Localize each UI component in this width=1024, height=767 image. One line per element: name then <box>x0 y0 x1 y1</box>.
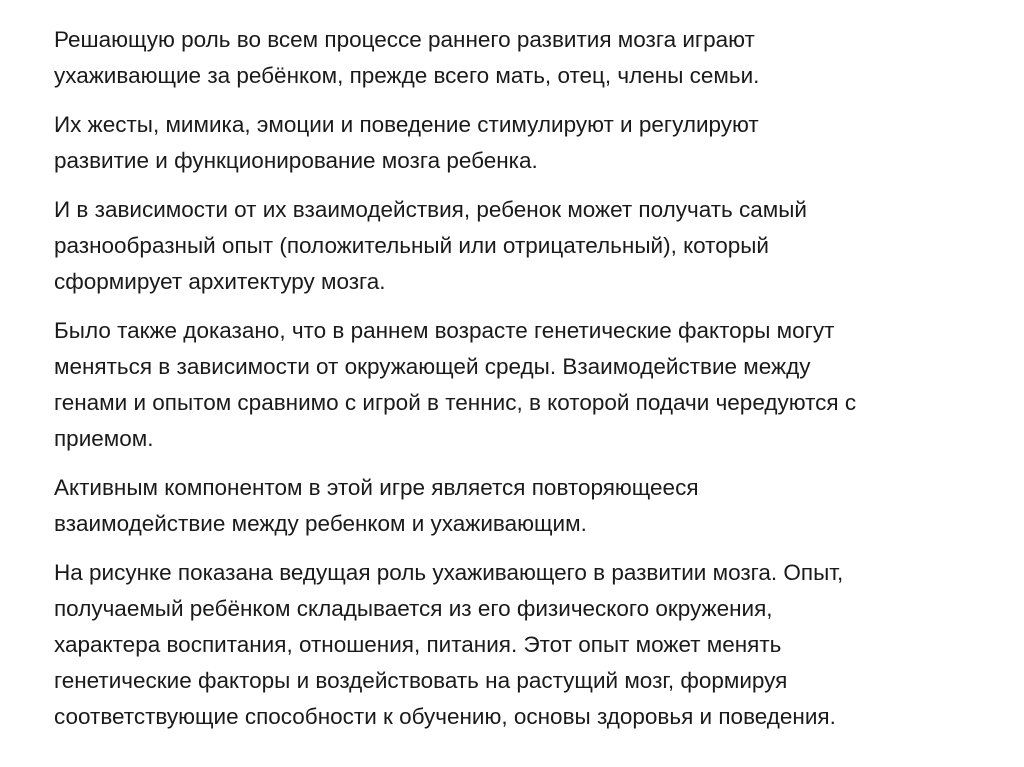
paragraph-line: ухаживающие за ребёнком, прежде всего мать, отец, члены семьи. <box>54 63 760 88</box>
paragraph-line: меняться в зависимости от окружающей среды. Взаимодействие между <box>54 354 811 379</box>
paragraph-line: сформирует архитектуру мозга. <box>54 269 386 294</box>
paragraph-line: соответствующие способности к обучению, основы здоровья и поведения. <box>54 704 836 729</box>
paragraph-line: Активным компонентом в этой игре является повторяющееся <box>54 475 699 500</box>
paragraph-line: развитие и функционирование мозга ребенка. <box>54 148 538 173</box>
paragraph-line: Решающую роль во всем процессе раннего развития мозга играют <box>54 27 755 52</box>
paragraph-6 <box>54 555 984 735</box>
paragraph-3 <box>54 192 984 300</box>
paragraph-4 <box>54 313 984 457</box>
paragraph-line: На рисунке показана ведущая роль ухаживающего в развитии мозга. Опыт, <box>54 560 844 585</box>
paragraph-line: приемом. <box>54 426 154 451</box>
paragraph-line: генами и опытом сравнимо с игрой в теннис, в которой подачи чередуются с <box>54 390 857 415</box>
slide-text-body <box>54 22 984 748</box>
paragraph-line: характера воспитания, отношения, питания. Этот опыт может менять <box>54 632 782 657</box>
paragraph-line: И в зависимости от их взаимодействия, ребенок может получать самый <box>54 197 807 222</box>
paragraph-line: Было также доказано, что в раннем возрасте генетические факторы могут <box>54 318 835 343</box>
paragraph-line: генетические факторы и воздействовать на растущий мозг, формируя <box>54 668 788 693</box>
paragraph-line: Их жесты, мимика, эмоции и поведение стимулируют и регулируют <box>54 112 759 137</box>
paragraph-line: разнообразный опыт (положительный или отрицательный), который <box>54 233 770 258</box>
paragraph-line: взаимодействие между ребенком и ухаживающим. <box>54 511 587 536</box>
paragraph-1 <box>54 22 984 94</box>
paragraph-line: получаемый ребёнком складывается из его физического окружения, <box>54 596 773 621</box>
paragraph-5 <box>54 470 984 542</box>
paragraph-2 <box>54 107 984 179</box>
